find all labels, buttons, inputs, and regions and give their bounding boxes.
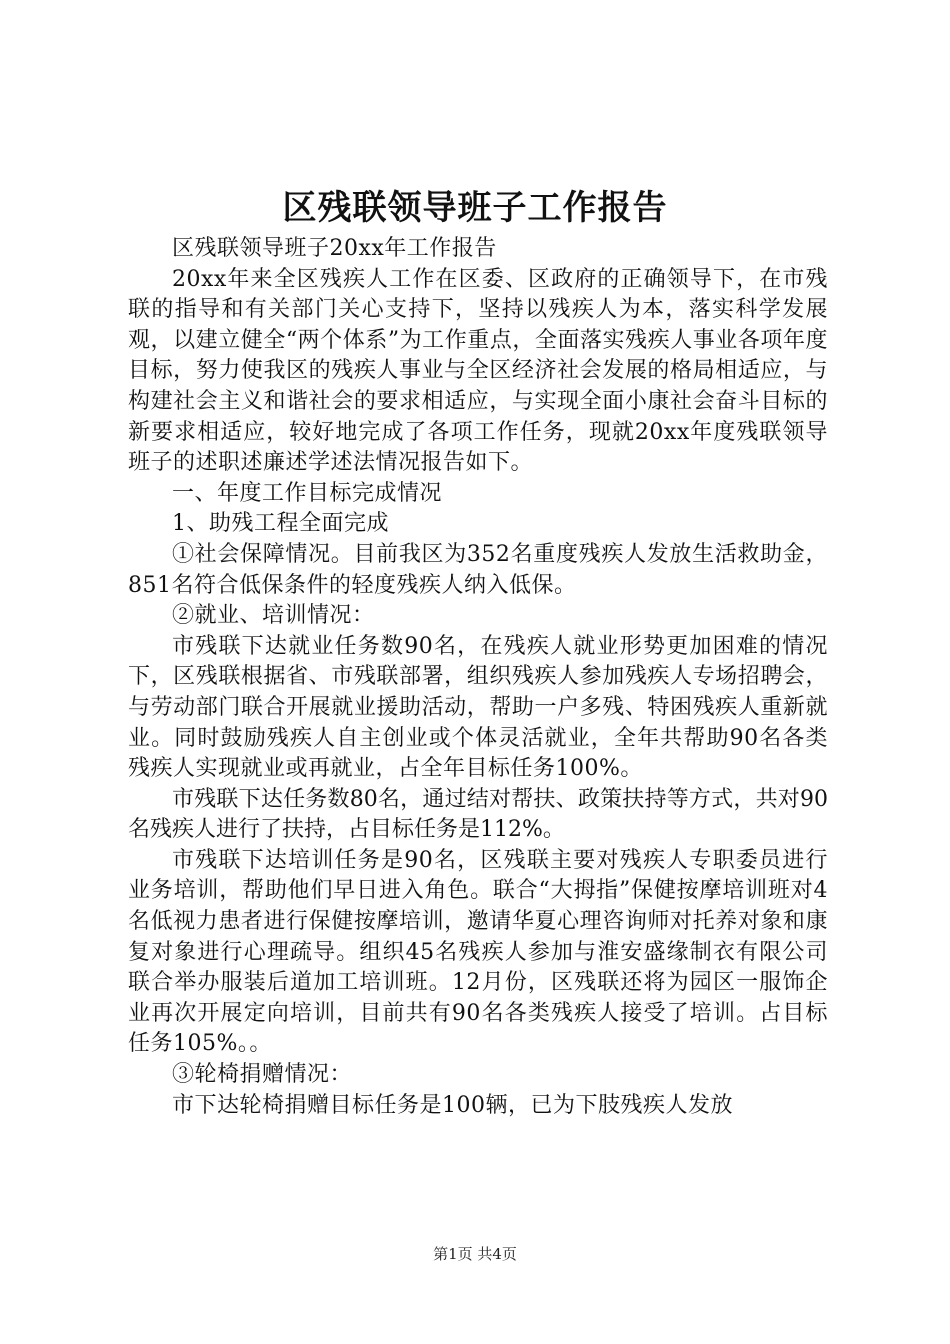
page-footer: 第1页 共4页 <box>433 1245 517 1263</box>
document-body <box>128 234 828 1121</box>
paragraph-support: 市残联下达任务数80名，通过结对帮扶、政策扶持等方式，共对90名残疾人进行了扶持，占目标任务是112%。 <box>128 786 828 843</box>
paragraph-subtitle: 区残联领导班子20xx年工作报告 <box>172 236 497 261</box>
paragraph-wheelchair: 市下达轮椅捐赠目标任务是100辆，已为下肢残疾人发放 <box>172 1092 733 1118</box>
paragraph-wheelchair-heading: ③轮椅捐赠情况： <box>172 1062 353 1088</box>
paragraph-employment: 市残联下达就业任务数90名，在残疾人就业形势更加困难的情况下，区残联根据省、市残联部署，组织残疾人参加残疾人专场招聘会，与劳动部门联合开展就业援助活动，帮助一户多残、特困残疾人重新就业。同时鼓励残疾人自主创业或个体灵活就业，全年共帮助90名各类残疾人实现就业或再就业，占全年目标任务100%。 <box>128 633 828 782</box>
paragraph-training: 市残联下达培训任务是90名，区残联主要对残疾人专职委员进行业务培训，帮助他们早日进入角色。联合“大拇指”保健按摩培训班对4名低视力患者进行保健按摩培训，邀请华夏心理咨询师对托养对象和康复对象进行心理疏导。组织45名残疾人参加与淮安盛缘制衣有限公司联合举办服装后道加工培训班。12月份，区残联还将为园区一服饰企业再次开展定向培训，目前共有90名各类残疾人接受了培训。占目标任务105%。。 <box>128 847 828 1057</box>
section-heading-1: 一、年度工作目标完成情况 <box>172 480 443 506</box>
document-title: 区残联领导班子工作报告 <box>282 188 668 228</box>
paragraph-intro: 20xx年来全区残疾人工作在区委、区政府的正确领导下，在市残联的指导和有关部门关心支持下，坚持以残疾人为本，落实科学发展观，以建立健全“两个体系”为工作重点，全面落实残疾人事业各项年度目标，努力使我区的残疾人事业与全区经济社会发展的格局相适应，与构建社会主义和谐社会的要求相适应，与实现全面小康社会奋斗目标的新要求相适应，较好地完成了各项工作任务，现就20xx年度残联领导班子的述职述廉述学述法情况报告如下。 <box>128 266 828 476</box>
paragraph-social-security: ①社会保障情况。目前我区为352名重度残疾人发放生活救助金，851名符合低保条件的轻度残疾人纳入低保。 <box>128 541 828 598</box>
paragraph-employment-heading: ②就业、培训情况： <box>172 603 375 629</box>
subsection-heading-1: 1、助残工程全面完成 <box>172 511 389 537</box>
